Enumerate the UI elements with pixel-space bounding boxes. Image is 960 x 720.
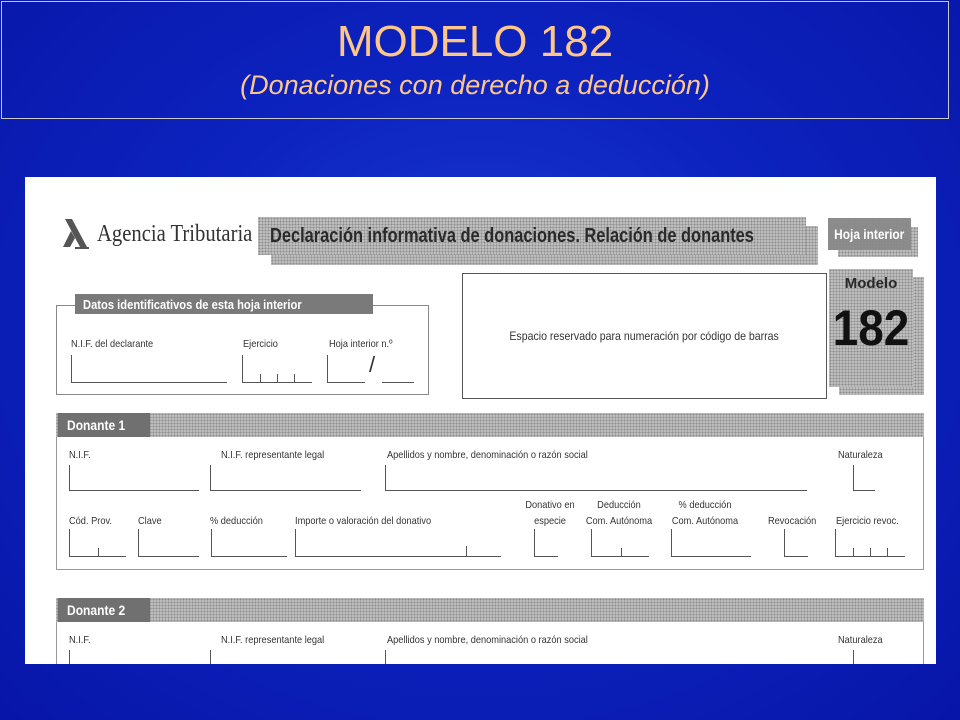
declaration-title: Declaración informativa de donaciones. Relación de donantes — [270, 224, 754, 247]
donante-1-frame — [56, 437, 924, 570]
d2-apellidos-field[interactable] — [385, 650, 807, 664]
ident-section-tab — [75, 294, 373, 314]
d1-clave-field[interactable] — [138, 529, 199, 557]
agency-emblem-icon — [61, 217, 91, 251]
declaration-banner — [258, 217, 806, 255]
d2-apellidos-label: Apellidos y nombre, denominación o razón social — [387, 634, 588, 646]
d1-nif-field[interactable] — [69, 465, 199, 491]
hoja-total-field[interactable] — [382, 355, 414, 383]
donante-2-frame — [56, 622, 924, 664]
d2-nif-label: N.I.F. — [69, 634, 91, 646]
agency-logo — [61, 217, 278, 251]
hoja-interior-field[interactable] — [327, 355, 365, 383]
d1-ejercicio-revoc-label: Ejercicio revoc. — [836, 515, 899, 527]
d1-ejercicio-revoc-field[interactable] — [835, 529, 905, 557]
d1-cod-prov-field[interactable] — [69, 529, 126, 557]
model-box — [829, 269, 913, 387]
sheet-label: Hoja interior — [834, 226, 905, 242]
ejercicio-label: Ejercicio — [243, 338, 278, 350]
model-number: 182 — [832, 300, 910, 356]
nif-declarante-field[interactable] — [71, 355, 227, 383]
form-image — [25, 177, 936, 664]
d1-donativo-especie-field[interactable] — [534, 529, 558, 557]
d2-nif-rep-field[interactable] — [210, 650, 361, 664]
ident-section-title: Datos identificativos de esta hoja interior — [83, 296, 302, 312]
d1-importe-label: Importe o valoración del donativo — [295, 515, 432, 527]
d1-importe-field[interactable] — [295, 529, 501, 557]
donante-1-tab — [58, 413, 150, 437]
d1-cod-prov-label: Cód. Prov. — [69, 515, 112, 527]
d2-naturaleza-label: Naturaleza — [838, 634, 883, 646]
hoja-slash: / — [369, 352, 376, 377]
d1-nif-rep-field[interactable] — [210, 465, 361, 491]
d1-deduccion-com-label-2: Com. Autónoma — [585, 515, 653, 527]
sheet-label-box — [828, 218, 911, 250]
ejercicio-field[interactable] — [242, 355, 312, 383]
barcode-area — [462, 273, 827, 399]
d1-apellidos-field[interactable] — [385, 465, 807, 491]
d1-deduccion-com-field[interactable] — [591, 529, 649, 557]
barcode-text: Espacio reservado para numeración por código de barras — [509, 329, 780, 343]
d1-donativo-especie-label-1: Donativo en — [525, 499, 575, 511]
d1-pct-deduccion-label: % deducción — [210, 515, 263, 527]
d1-nif-label: N.I.F. — [69, 449, 91, 461]
d1-pct-deduccion-com-field[interactable] — [671, 529, 751, 557]
slide-title: MODELO 182 — [336, 17, 614, 66]
ident-section — [56, 296, 429, 395]
agency-name: Agencia Tributaria — [97, 220, 253, 247]
slide-title-box — [1, 1, 949, 119]
d1-pct-deduccion-com-label-1: % deducción — [678, 499, 732, 511]
d1-naturaleza-field[interactable] — [853, 465, 875, 491]
donante-2-bar — [56, 598, 924, 622]
d1-clave-label: Clave — [138, 515, 162, 527]
d1-pct-deduccion-com-label-2: Com. Autónoma — [671, 515, 739, 527]
donante-2-tab — [58, 598, 150, 622]
donante-1-bar — [56, 413, 924, 437]
d1-revocacion-label: Revocación — [768, 515, 817, 527]
d1-donativo-especie-label-2: especie — [534, 515, 566, 527]
d1-pct-deduccion-field[interactable] — [211, 529, 287, 557]
hoja-interior-label: Hoja interior n.º — [329, 338, 393, 350]
slide-subtitle: (Donaciones con derecho a deducción) — [240, 70, 710, 100]
d1-revocacion-field[interactable] — [784, 529, 808, 557]
d1-naturaleza-label: Naturaleza — [838, 449, 883, 461]
d1-deduccion-com-label-1: Deducción — [597, 499, 641, 511]
d1-nif-rep-label: N.I.F. representante legal — [221, 449, 325, 461]
donante-2-label: Donante 2 — [67, 602, 126, 618]
d2-nif-field[interactable] — [69, 650, 199, 664]
d1-apellidos-label: Apellidos y nombre, denominación o razón social — [387, 449, 588, 461]
donante-1-label: Donante 1 — [67, 417, 126, 433]
d2-nif-rep-label: N.I.F. representante legal — [221, 634, 325, 646]
d2-naturaleza-field[interactable] — [853, 650, 875, 664]
model-label: Modelo — [844, 275, 898, 292]
nif-declarante-label: N.I.F. del declarante — [71, 338, 154, 350]
